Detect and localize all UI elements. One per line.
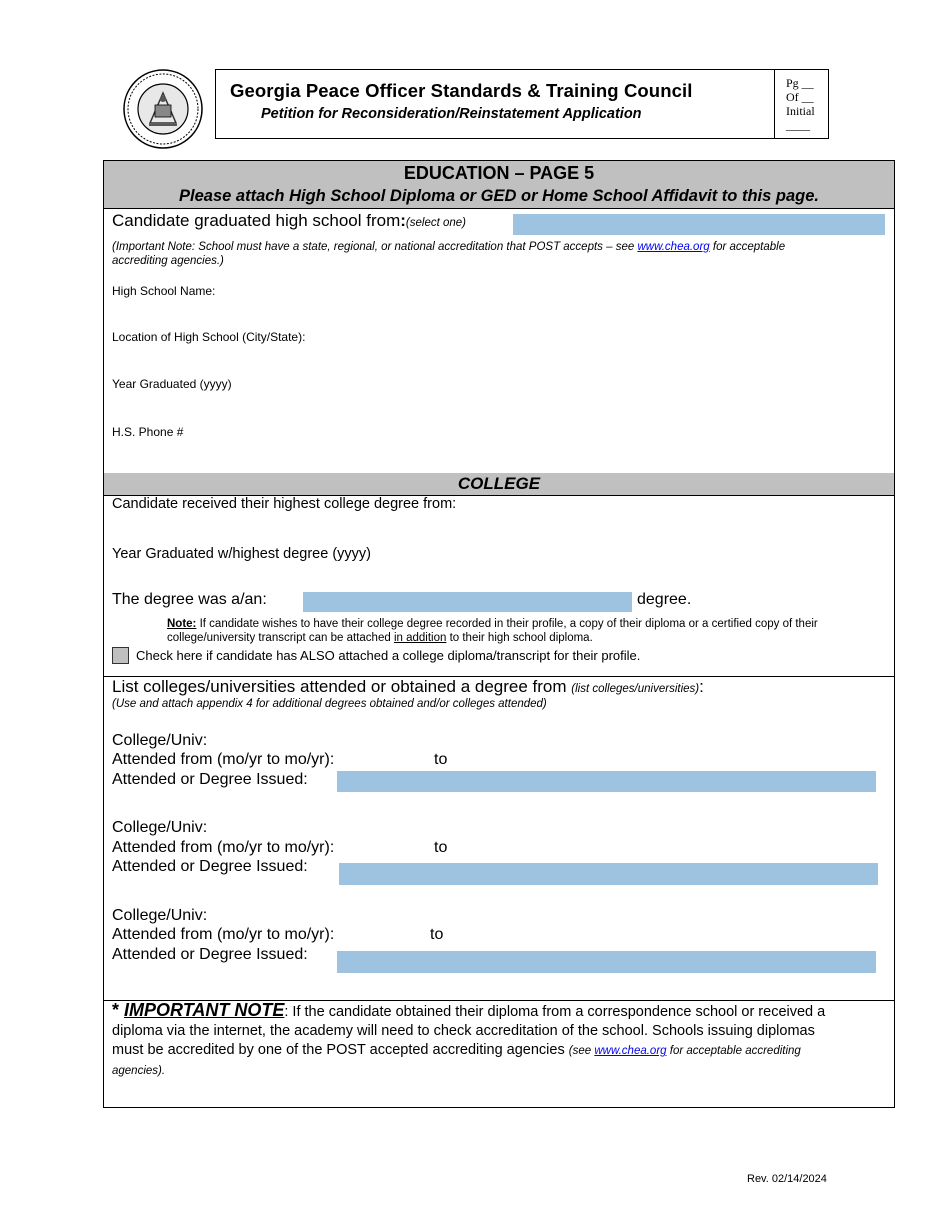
education-title: EDUCATION – PAGE 5 [403, 163, 595, 183]
attended-from-label: Attended from (mo/yr to mo/yr): [112, 926, 335, 943]
degree-issued-label: Attended or Degree Issued: [112, 946, 308, 963]
checkbox-label: Check here if candidate has ALSO attached a college diploma/transcript for their profile. [136, 648, 641, 663]
page-of-initial-box [774, 70, 830, 138]
to-label: to [434, 751, 448, 768]
college-received-label: Candidate received their highest college degree from: [112, 496, 457, 512]
college-univ-label: College/Univ: [112, 819, 208, 836]
of-label: Of __ [786, 90, 814, 104]
college-title: COLLEGE [457, 474, 541, 493]
attended-from-label: Attended from (mo/yr to mo/yr): [112, 839, 335, 856]
degree-was-label: The degree was a/an: [112, 591, 267, 608]
form-subtitle: Petition for Reconsideration/Reinstatement Application [261, 106, 642, 122]
pg-label: Pg __ [786, 76, 814, 90]
degree-issued-label: Attended or Degree Issued: [112, 771, 308, 788]
revision-date: Rev. 02/14/2024 [747, 1173, 827, 1185]
chea-link[interactable]: www.chea.org [594, 1045, 667, 1057]
organization-name: Georgia Peace Officer Standards & Training Council [230, 80, 693, 101]
important-note: * IMPORTANT NOTE: If the candidate obtained their diploma from a correspondence school or received a diploma via the internet, the academy will need to check accreditation of the school. Schools issuing diplomas must be accredited by one of the POST accepted accrediting agencies (see www.chea.org for acceptable accrediting agencies). [112, 1000, 826, 1077]
hs-location-label: Location of High School (City/State): [112, 330, 306, 344]
appendix-note: (Use and attach appendix 4 for additional degrees obtained and/or colleges attended) [112, 698, 547, 710]
degree-issued-select[interactable] [337, 951, 876, 973]
graduated-label: Candidate graduated high school from:(select one) [112, 211, 467, 230]
college-univ-label: College/Univ: [112, 907, 208, 924]
year-graduated-label: Year Graduated (yyyy) [112, 377, 232, 391]
degree-type-select[interactable] [303, 592, 632, 612]
to-label: to [434, 839, 448, 856]
colleges-list-label: List colleges/universities attended or obtained a degree from (list colleges/universities): [112, 677, 704, 696]
hs-phone-label: H.S. Phone # [112, 425, 184, 439]
attended-from-label: Attended from (mo/yr to mo/yr): [112, 751, 335, 768]
degree-issued-select[interactable] [337, 771, 876, 792]
divider [103, 208, 895, 209]
degree-issued-select[interactable] [339, 863, 878, 885]
college-note: Note: If candidate wishes to have their college degree recorded in their profile, a copy of their diploma or a certified copy of their college/university transcript can be attached in addition to their high school diploma. [167, 618, 818, 644]
college-univ-label: College/Univ: [112, 732, 208, 749]
degree-suffix-label: degree. [637, 591, 692, 608]
chea-link[interactable]: www.chea.org [637, 241, 710, 253]
high-school-type-select[interactable] [513, 214, 885, 235]
to-label: to [430, 926, 444, 943]
college-attached-checkbox[interactable] [112, 647, 129, 664]
college-year-label: Year Graduated w/highest degree (yyyy) [112, 546, 371, 562]
post-seal-logo [123, 69, 203, 149]
title-box [215, 69, 829, 139]
accreditation-note: (Important Note: School must have a state, regional, or national accreditation that POST accepts – see www.chea.org for acceptable accrediting agencies.) [112, 241, 786, 267]
degree-issued-label: Attended or Degree Issued: [112, 858, 308, 875]
hs-name-label: High School Name: [112, 284, 216, 298]
initial-label: Initial [786, 104, 815, 118]
initial-line: ____ [786, 118, 810, 132]
education-instruction: Please attach High School Diploma or GED or Home School Affidavit to this page. [179, 187, 819, 205]
